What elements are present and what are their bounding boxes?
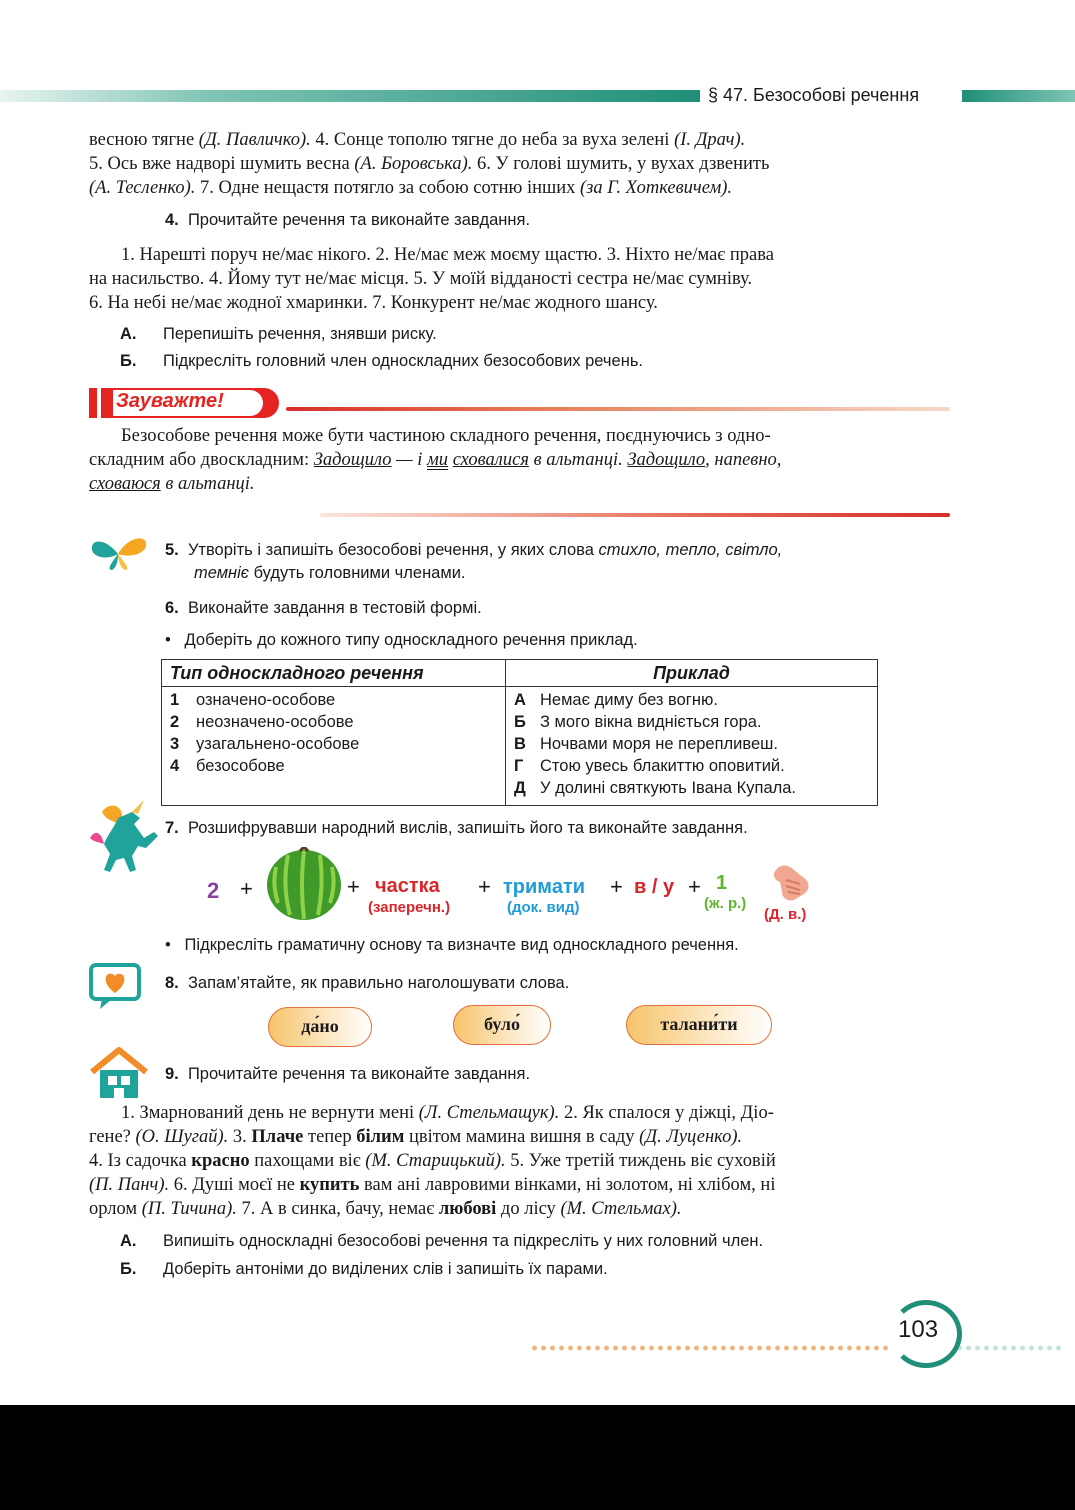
type-row-2: 2 неозначено-особове [170, 713, 354, 731]
examples-cell [506, 687, 878, 806]
task-9-subtask-b: Б. Доберіть антоніми до виділених слів і запишіть їх парами. [120, 1260, 608, 1278]
rebus-plus-1: + [240, 876, 253, 901]
rebus-chastka: частка [375, 875, 440, 897]
rebus-hand-sub: (Д. в.) [764, 906, 807, 923]
task-6-heading: 6. Виконайте завдання в тестовій формі. [165, 599, 482, 617]
stress-word-talanyty: талани́ти [626, 1005, 772, 1045]
task-6-bullet: • Доберіть до кожного типу односкладного речення приклад. [165, 631, 638, 649]
type-row-3: 3 узагальнено-особове [170, 735, 360, 753]
note-top-line [286, 407, 950, 411]
rebus-one: 1 [716, 872, 728, 894]
rebus-plus-4: + [610, 874, 623, 899]
house-icon [88, 1046, 150, 1100]
note-text: Безособове речення може бути частиною складного речення, поєднуючись з одно- складним або двоскладним: Задощило — і ми сховалися в альтанці. Задощило, напевно, сховаюся в альтанці. [89, 426, 782, 494]
type-row-4: 4 безособове [170, 757, 285, 775]
rebus-trymaty: тримати [503, 876, 586, 898]
unicorn-icon [88, 798, 160, 876]
rebus-trymaty-sub: (док. вид) [507, 899, 580, 916]
heart-speech-icon [88, 962, 142, 1012]
task-4-subtask-b: Б. Підкресліть головний член односкладних безособових речень. [120, 352, 643, 370]
rebus-plus-5: + [688, 874, 701, 899]
example-row-h: Г Стою увесь блакиттю оповитий. [514, 757, 785, 775]
example-row-v: В Ночвами моря не перепливеш. [514, 735, 778, 753]
types-cell [162, 687, 506, 806]
task-7-bullet: • Підкресліть граматичну основу та визначте вид односкладного речення. [165, 936, 739, 954]
rebus-plus-3: + [478, 874, 491, 899]
example-row-a: А Немає диму без вогню. [514, 691, 718, 709]
table-header-type: Тип односкладного речення [162, 660, 506, 687]
task-4-subtask-a: А. Перепишіть речення, знявши риску. [120, 325, 437, 343]
type-row-1: 1 означено-особове [170, 691, 336, 709]
stress-word-bulo: було́ [453, 1005, 551, 1045]
section-title: § 47. Безособові речення [708, 85, 920, 105]
task-5: 5. Утворіть і запишіть безособові речення, у яких слова стихло, тепло, світло, темніє будуть головними членами. [165, 541, 783, 582]
stress-word-dano: да́но [268, 1007, 372, 1047]
header-bar-left [0, 90, 700, 102]
example-row-b: Б З мого вікна видніється гора. [514, 713, 762, 731]
butterfly-icon [88, 532, 150, 572]
footer-dots-right [955, 1345, 1065, 1351]
hand-icon [770, 860, 814, 904]
header-bar-right [962, 90, 1075, 102]
task-9-subtask-a: А. Випишіть односкладні безособові речення та підкресліть у них головний член. [120, 1232, 764, 1250]
task-9-sentences: 1. Змарнований день не вернути мені (Л. Стельмащук). 2. Як спалося у діжці, Діо- гене? (О. Шугай). 3. Плаче тепер білим цвітом мамина вишня в саду (Д. Луценко). 4. Із садочка красно пахощами віє (М. Старицький). 5. Уже третій тиждень віє суховій (П. Панч). 6. Душі моєї не купить вам ані лавровими вінками, ні золотом, ні хлібом, ні орлом (П. Тичина). 7. А в синка, бачу, немає любові до лісу (М. Стельмах). [89, 1103, 776, 1219]
example-row-d: Д У долині святкують Івана Купала. [514, 779, 797, 797]
table-header-example: Приклад [506, 660, 878, 687]
footer-dots-left [530, 1345, 890, 1351]
task-4-heading: 4. Прочитайте речення та виконайте завдання. [165, 211, 531, 229]
task-4-sentences: 1. Нарешті поруч не/має нікого. 2. Не/має меж моєму щастю. 3. Ніхто не/має права на насильство. 4. Йому тут не/має місця. 5. У моїй відданості сестра не/має сумніву. 6. На небі не/має жодної хмаринки. 7. Конкурент не/має жодного шансу. [89, 245, 774, 313]
bottom-black-band [0, 1405, 1075, 1510]
types-table [161, 659, 878, 806]
watermelon-icon [266, 847, 342, 921]
rebus-chastka-sub: (заперечн.) [368, 899, 451, 916]
rebus-plus-2: + [347, 874, 360, 899]
rebus-v-u: в / у [634, 876, 675, 898]
note-label: Зауважте! [116, 390, 224, 412]
rebus-number-two: 2 [207, 878, 220, 903]
page-number: 103 [898, 1316, 939, 1343]
task-9-heading: 9. Прочитайте речення та виконайте завдання. [165, 1065, 531, 1083]
note-bottom-line [320, 513, 950, 517]
intro-paragraph: весною тягне (Д. Павличко). 4. Сонце тополю тягне до неба за вуха зелені (І. Драч). 5. Ось вже надворі шумить весна (А. Боровська). 6. У голові шумить, у вухах дзвенить (А. Тесленко). 7. Одне нещастя потягло за собою сотню інших (за Г. Хоткевичем). [89, 130, 770, 198]
task-8-heading: 8. Запам’ятайте, як правильно наголошувати слова. [165, 974, 570, 992]
task-7-heading: 7. Розшифрувавши народний вислів, запишіть його та виконайте завдання. [165, 819, 748, 837]
rebus-one-sub: (ж. р.) [704, 895, 747, 912]
